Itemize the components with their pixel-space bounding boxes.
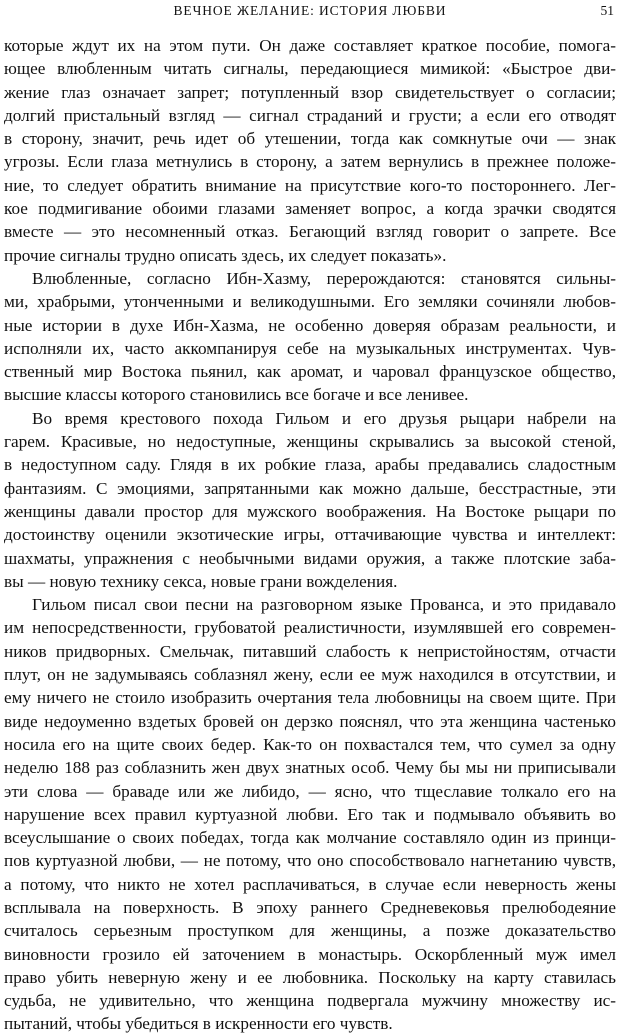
text-line: право убить неверную жену и ее любовника. Поскольку на карту ставилась [4, 967, 616, 987]
text-line: прочие сигналы трудно описать здесь, их следует показать». [4, 245, 447, 265]
text-line: которые ждут их на этом пути. Он даже составляет краткое пособие, помога- [4, 36, 616, 55]
page-header [0, 3, 620, 23]
text-line: вы — новую технику секса, новые грани вожделения. [4, 571, 398, 591]
running-title: ВЕЧНОЕ ЖЕЛАНИЕ: ИСТОРИЯ ЛЮБВИ [173, 3, 447, 18]
text-line: угрозы. Если глаза метнулись в сторону, а затем вернулись в прежнее положе- [4, 152, 616, 172]
text-line: долгий пристальный взгляд — сигнал страданий и грусти; а если его отводят [4, 105, 616, 125]
text-line: ему ничего не стоило изобразить очертания тела любовницы на своем щите. При [4, 688, 616, 708]
text-line: им непосредственности, грубоватой реалистичности, изумлявшей его современ- [4, 618, 616, 638]
text-line: жение глаз означает запрет; потупленный взор свидетельствует о согласии; [4, 82, 616, 102]
text-line: гарем. Красивые, но недоступные, женщины скрывались за высокой стеной, [4, 432, 616, 452]
body-text [4, 34, 616, 1036]
text-line: виновности грозило ей заточением в монастырь. Оскорбленный муж имел [4, 944, 616, 964]
text-line: нарушение всех правил куртуазной любви. Его так и подмывало объявить во [4, 804, 616, 824]
text-line: всеуслышание о своих победах, тогда как молчание составляло один из принци- [4, 828, 616, 848]
text-line: носила его на щите своих бедер. Как-то он похвастался тем, что сумел за одну [4, 734, 616, 754]
text-line: в сторону, значит, речь идет об утешении, тогда как сомкнутые очи — знак [4, 129, 616, 149]
text-line: ющее влюбленным читать сигналы, передающиеся мимикой: «Быстрое дви- [4, 59, 616, 79]
text-line: считалось серьезным проступком для женщины, а позже доказательство [4, 921, 616, 941]
text-line: всплывала на поверхность. В эпоху раннего Средневековья прелюбодеяние [4, 897, 616, 917]
text-line: ми, храбрыми, утонченными и великодушными. Его земляки сочиняли любов- [4, 292, 616, 312]
text-line: ственный мир Востока пьянил, как аромат, и чаровал французское общество, [4, 362, 616, 382]
text-line: ние, то следует обратить внимание на присутствие кого-то постороннего. Лег- [4, 175, 616, 195]
text-line: Влюбленные, согласно Ибн-Хазму, перерождаются: становятся сильны- [32, 268, 616, 288]
text-line: кое подмигивание обоими глазами заменяет вопрос, а когда зрачки сводятся [4, 199, 616, 219]
text-line: достоинству оценили экзотические игры, оттачивающие чувства и интеллект: [4, 525, 616, 545]
text-line: женщины давали простор для мужского воображения. На Востоке рыцари по [4, 501, 616, 521]
text-line: виде недоуменно вздетых бровей он дерзко пояснял, что эта женщина частенько [4, 711, 616, 731]
text-line: фантазиям. С эмоциями, запрятанными как можно дальше, бесстрастные, эти [4, 478, 616, 498]
text-line: ников придворных. Смельчак, питавший слабость к непристойностям, отчасти [4, 641, 616, 661]
text-line: высшие классы которого становились все богаче и все ленивее. [4, 385, 469, 405]
text-line: исполняли их, часто аккомпанируя себе на музыкальных инструментах. Чув- [4, 338, 616, 358]
text-line: Во время крестового похода Гильом и его друзья рыцари набрели на [32, 408, 616, 428]
text-line: пов куртуазной любви, — не потому, что оно способствовало нагнетанию чувств, [4, 851, 616, 871]
text-line: неделю 188 раз соблазнить жен двух знатных особ. Чему бы мы ни приписывали [4, 758, 616, 778]
text-line: а потому, что никто не хотел расплачиваться, в случае если неверность жены [4, 874, 616, 894]
page-number: 51 [600, 3, 614, 18]
text-line: эти слова — браваде или же либидо, — ясно, что тщеславие толкало его на [4, 781, 616, 801]
text-line: шахматы, упражнения с необычными видами оружия, а также плотские заба- [4, 548, 616, 568]
text-line: ные истории в духе Ибн-Хазма, не особенно доверяя образам реальности, и [4, 315, 616, 335]
text-line: Гильом писал свои песни на разговорном языке Прованса, и это придавало [32, 595, 616, 615]
text-line: вместе — это несомненный отказ. Бегающий взгляд говорит о запрете. Все [4, 222, 616, 242]
text-line: в недоступном саду. Глядя в их робкие глаза, арабы предавались сладостным [4, 455, 616, 475]
text-line: судьба, не удивительно, что женщина подвергала мужчину множеству ис- [4, 991, 616, 1011]
text-line: плут, он не задумываясь соблазнял жену, если ее муж находился в отсутствии, и [4, 665, 616, 685]
text-line: пытаний, чтобы убедиться в искренности его чувств. [4, 1014, 393, 1034]
